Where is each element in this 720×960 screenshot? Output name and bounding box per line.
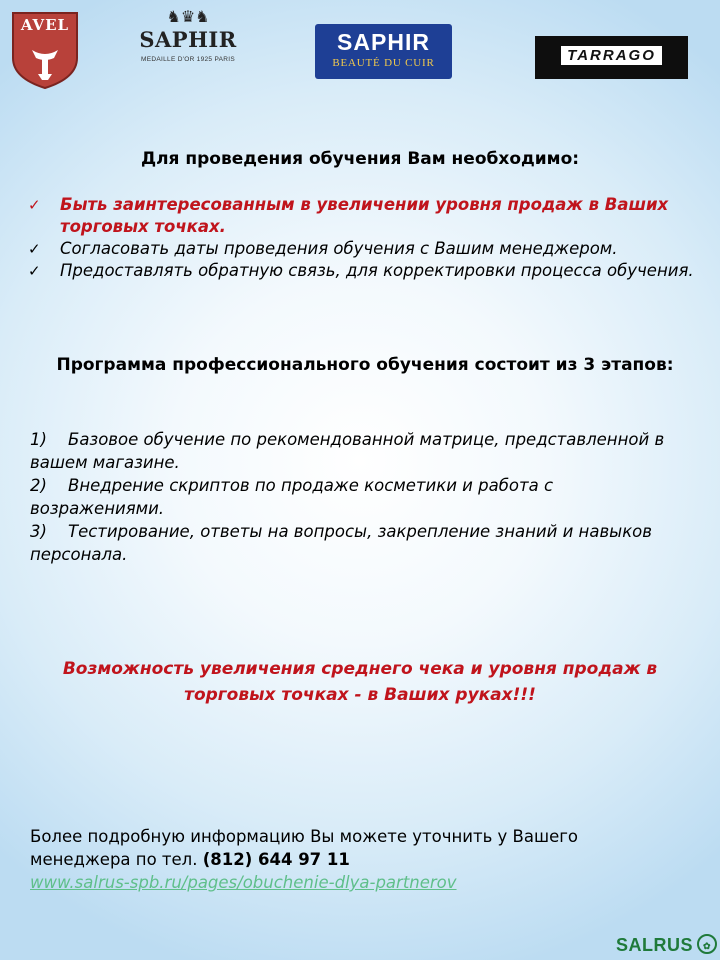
salrus-word: SALRUS: [616, 935, 694, 955]
contact-text: Более подробную информацию Вы можете уточнить у Вашего менеджера по тел.: [30, 827, 578, 869]
program-step: 2) Внедрение скриптов по продаже косметики и работа с возражениями.: [30, 476, 554, 518]
salrus-emblem-icon: ✿: [697, 934, 717, 954]
program-step: 1) Базовое обучение по рекомендованной матрице, представленной в вашем магазине.: [30, 430, 665, 472]
requirement-item: ✓ Предоставлять обратную связь, для корректировки процесса обучения.: [28, 261, 694, 280]
program-steps: [30, 428, 670, 566]
tarrago-logo: [535, 36, 688, 79]
avel-logo: [10, 10, 80, 90]
crest-icon: ♞♛♞: [166, 7, 210, 26]
requirements-list: [28, 194, 696, 282]
requirement-item: ✓ Быть заинтересованным в увеличении уровня продаж в Ваших торговых точках.: [28, 195, 669, 236]
saphir-classic-logo: [128, 8, 248, 82]
program-title: Программа профессионального обучения состоит из 3 этапов:: [56, 355, 674, 375]
slogan: Возможность увеличения среднего чека и уровня продаж в торговых точках - в Ваших руках!!!: [62, 659, 658, 705]
contact-block: [30, 825, 670, 894]
saphir-bdc-word: SAPHIR: [337, 29, 430, 55]
saphir-classic-word: SAPHIR: [139, 27, 237, 52]
tarrago-word: TARRAGO: [561, 46, 662, 65]
contact-phone: (812) 644 97 11: [202, 850, 350, 869]
partner-training-link[interactable]: www.salrus-spb.ru/pages/obuchenie-dlya-partnerov: [30, 873, 457, 892]
requirements-title: Для проведения обучения Вам необходимо:: [140, 149, 580, 169]
program-step: 3) Тестирование, ответы на вопросы, закрепление знаний и навыков персонала.: [30, 522, 652, 564]
saphir-bdc-logo: [315, 24, 452, 79]
avel-logo-text: AVEL: [20, 16, 70, 34]
check-icon: ✓: [28, 240, 41, 258]
saphir-bdc-sub: BEAUTÉ DU CUIR: [332, 57, 435, 69]
check-icon: ✓: [28, 262, 41, 280]
requirement-item: ✓ Согласовать даты проведения обучения с Вашим менеджером.: [28, 239, 618, 258]
salrus-logo: [616, 932, 717, 958]
check-icon: ✓: [28, 196, 41, 214]
saphir-classic-sub: MEDAILLE D'OR 1925 PARIS: [141, 56, 235, 63]
